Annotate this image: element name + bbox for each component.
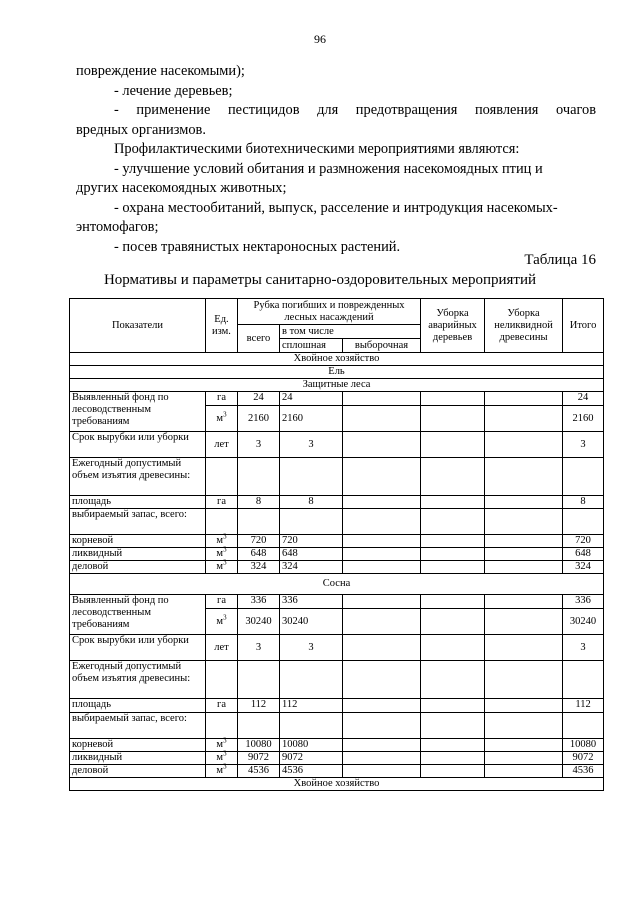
row-label: ликвидный: [70, 548, 206, 561]
header-clear: сплошная: [280, 339, 343, 353]
header-indicators: Показатели: [70, 299, 206, 353]
header-total: всего: [238, 325, 280, 353]
unit-cell: лет: [206, 635, 238, 661]
row-label: деловой: [70, 561, 206, 574]
value-cell: 30240: [280, 609, 343, 635]
value-cell: 3: [563, 635, 604, 661]
value-cell: 3: [238, 635, 280, 661]
text-line: - лечение деревьев;: [114, 82, 233, 99]
value-cell: 720: [238, 535, 280, 548]
value-cell: 2160: [280, 406, 343, 432]
value-cell: 9072: [280, 752, 343, 765]
text-line: - улучшение условий обитания и размножения насекомоядных птиц и: [114, 160, 543, 177]
row-label: Срок вырубки или уборки: [70, 635, 206, 661]
header-selective: выборочная: [343, 339, 421, 353]
row-label: ликвидный: [70, 752, 206, 765]
unit-cell: га: [206, 496, 238, 509]
row-label: площадь: [70, 496, 206, 509]
page-number: 96: [314, 32, 326, 46]
value-cell: 9072: [563, 752, 604, 765]
unit-cell: га: [206, 595, 238, 609]
value-cell: 8: [238, 496, 280, 509]
table-caption: Таблица 16: [524, 252, 596, 268]
value-cell: 3: [563, 432, 604, 458]
value-cell: 112: [563, 699, 604, 713]
row-label: корневой: [70, 739, 206, 752]
value-cell: 324: [280, 561, 343, 574]
value-cell: 3: [280, 432, 343, 458]
value-cell: 4536: [280, 765, 343, 778]
row-label: Выявленный фонд по лесоводственным требованиям: [70, 392, 206, 432]
value-cell: 10080: [563, 739, 604, 752]
body-text: [76, 62, 596, 257]
value-cell: 648: [238, 548, 280, 561]
unit-cell: лет: [206, 432, 238, 458]
value-cell: 3: [280, 635, 343, 661]
section-row: Хвойное хозяйство: [70, 778, 604, 791]
row-label: Ежегодный допустимый объем изъятия древесины:: [70, 458, 206, 496]
value-cell: 3: [238, 432, 280, 458]
unit-cell: га: [206, 699, 238, 713]
text-line: вредных организмов.: [76, 121, 206, 138]
unit-cell: $м^3$: [206, 535, 238, 548]
value-cell: 336: [563, 595, 604, 609]
value-cell: 30240: [238, 609, 280, 635]
value-cell: 112: [280, 699, 343, 713]
unit-cell: $м^3$: [206, 765, 238, 778]
text-line: Профилактическими биотехническими мероприятиями являются:: [114, 141, 520, 157]
value-cell: 336: [280, 595, 343, 609]
unit-cell: $м^3$: [206, 406, 238, 432]
text-line: - охрана местообитаний, выпуск, расселение и интродукция насекомых-: [114, 199, 558, 216]
value-cell: 720: [563, 535, 604, 548]
unit-cell: $м^3$: [206, 752, 238, 765]
value-cell: 4536: [238, 765, 280, 778]
section-row: Хвойное хозяйство: [70, 353, 604, 366]
unit-cell: $м^3$: [206, 739, 238, 752]
value-cell: 24: [280, 392, 343, 406]
value-cell: 8: [280, 496, 343, 509]
row-label: выбираемый запас, всего:: [70, 509, 206, 535]
table-title: Нормативы и параметры санитарно-оздоровительных мероприятий: [103, 272, 537, 288]
value-cell: 2160: [238, 406, 280, 432]
unit-cell: $м^3$: [206, 609, 238, 635]
value-cell: 648: [280, 548, 343, 561]
row-label: Ежегодный допустимый объем изъятия древесины:: [70, 661, 206, 699]
row-label: Выявленный фонд по лесоводственным требованиям: [70, 595, 206, 635]
header-including: в том числе: [280, 325, 421, 339]
value-cell: 30240: [563, 609, 604, 635]
value-cell: 10080: [280, 739, 343, 752]
value-cell: 324: [563, 561, 604, 574]
value-cell: 2160: [563, 406, 604, 432]
header-illiquid: Уборка неликвидной древесины: [485, 299, 563, 353]
text-line: других насекомоядных животных;: [76, 180, 287, 196]
value-cell: 112: [238, 699, 280, 713]
unit-cell: га: [206, 392, 238, 406]
unit-cell: $м^3$: [206, 548, 238, 561]
section-row: Защитные леса: [70, 379, 604, 392]
row-label: площадь: [70, 699, 206, 713]
row-label: выбираемый запас, всего:: [70, 713, 206, 739]
header-sum: Итого: [563, 299, 604, 353]
section-row: Ель: [70, 366, 604, 379]
row-label: деловой: [70, 765, 206, 778]
value-cell: 324: [238, 561, 280, 574]
value-cell: 24: [563, 392, 604, 406]
text-line: повреждение насекомыми);: [76, 63, 245, 79]
row-label: Срок вырубки или уборки: [70, 432, 206, 458]
value-cell: 9072: [238, 752, 280, 765]
text-line: энтомофагов;: [76, 219, 159, 235]
header-felling: Рубка погибших и поврежденных лесных насаждений: [238, 299, 421, 325]
value-cell: 10080: [238, 739, 280, 752]
header-emergency: Уборка аварийных деревьев: [421, 299, 485, 353]
norms-table: [69, 298, 604, 791]
value-cell: 24: [238, 392, 280, 406]
text-line: - посев травянистых нектароносных растений.: [114, 238, 401, 255]
value-cell: 648: [563, 548, 604, 561]
section-row: Сосна: [70, 574, 604, 595]
unit-cell: $м^3$: [206, 561, 238, 574]
value-cell: 8: [563, 496, 604, 509]
value-cell: 4536: [563, 765, 604, 778]
row-label: корневой: [70, 535, 206, 548]
text-line: - применение пестицидов для предотвращения появления очагов: [114, 102, 596, 118]
value-cell: 336: [238, 595, 280, 609]
value-cell: 720: [280, 535, 343, 548]
header-unit: Ед. изм.: [206, 299, 238, 353]
